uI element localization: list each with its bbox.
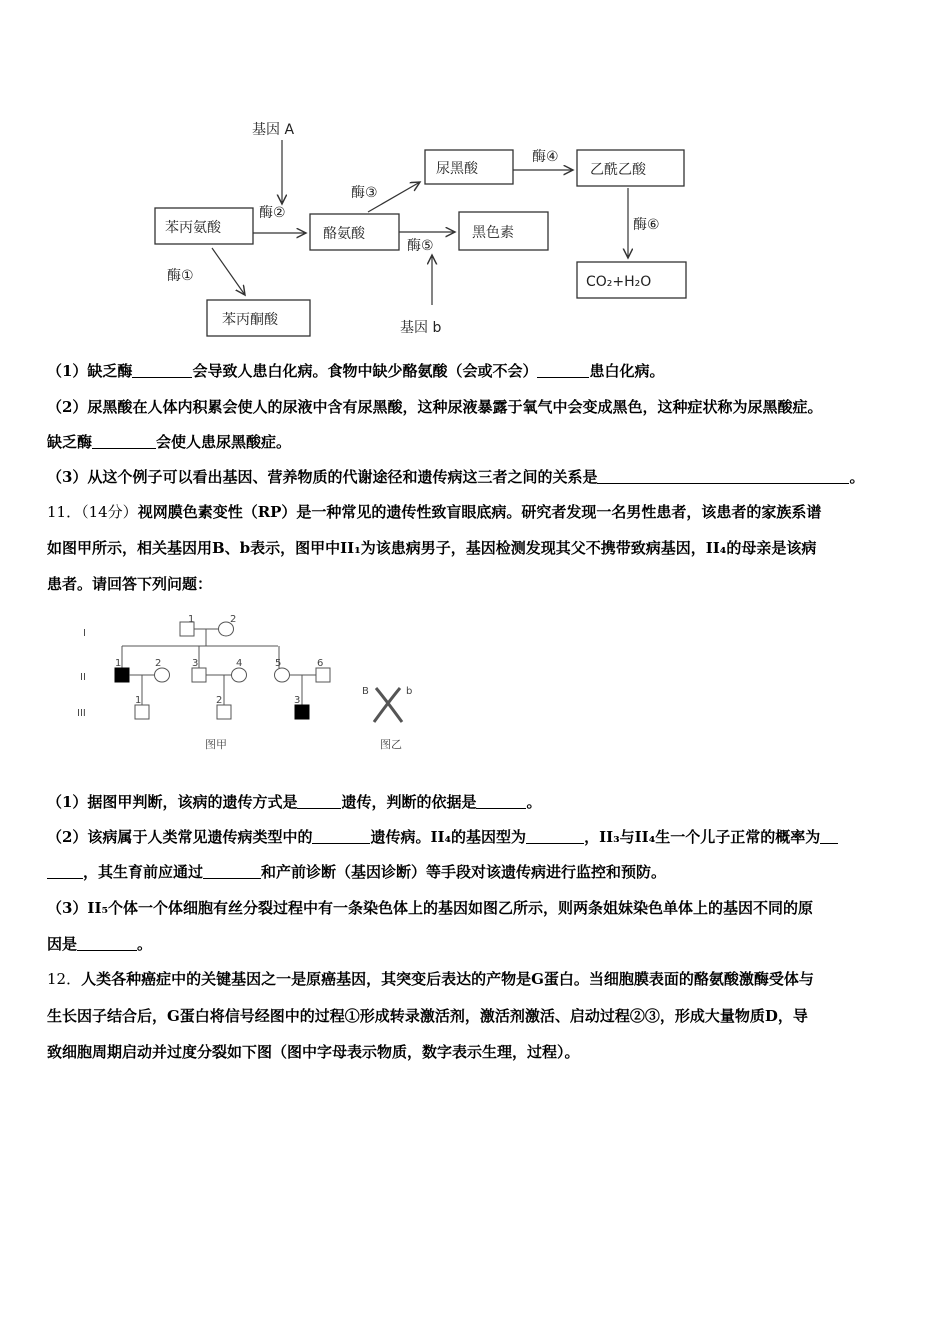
gen-label-III: III [77,708,86,719]
q12-line1 [47,969,907,989]
III3-male-affected [295,705,309,719]
num-II6: 6 [317,658,324,669]
q10-line3 [47,432,907,452]
num-II1: 1 [115,658,122,669]
chrom-label-b: b [406,686,413,697]
II2-female [155,668,170,682]
q12-number: 12． [47,970,82,988]
q11-sub3-part2: 。 [137,935,153,953]
num-III3: 3 [294,695,301,706]
q10-l4-part1: （3）从这个例子可以看出基因、营养物质的代谢途径和遗传病这三者之间的关系是 [47,468,598,486]
blank[interactable] [597,469,849,484]
II5-female [275,668,290,682]
q11-sub1-part1: （1）据图甲判断，该病的遗传方式是 [47,793,298,811]
III1-male [135,705,149,719]
box-co2-h2o-label: CO₂+H₂O [586,274,652,290]
label-enzyme5: 酶⑤ [407,238,434,254]
label-gene-b: 基因 b [400,320,442,336]
q11-line2: 如图甲所示，相关基因用B、b表示，图甲中II₁为该患病男子，基因检测发现其父不携带致病基因，II₄的母亲是该病 [47,539,817,557]
II3-male [192,668,206,682]
blank[interactable] [92,434,156,449]
num-II3: 3 [192,658,199,669]
q12-text1: 人类各种癌症中的关键基因之一是原癌基因，其突变后表达的产物是G蛋白。当细胞膜表面的酪氨酸激酶受体与 [81,970,814,988]
blank[interactable] [476,794,526,809]
q11-sub3-line2 [47,934,907,954]
q11-sub3-line1: （3）II₅个体一个体细胞有丝分裂过程中有一条染色体上的基因如图乙所示，则两条姐妹染色单体上的基因不同的原 [47,899,814,917]
II1-male-affected [115,668,129,682]
q11-sub2-part3: ，II₃与II₄生一个儿子正常的概率为 [584,828,821,846]
q11-sub2-part2: 遗传病。II₄的基因型为 [370,828,527,846]
q12-line3: 致细胞周期启动并过度分裂如下图（图中字母表示物质，数字表示生理，过程）。 [47,1043,580,1061]
q11-sub1-part2: 遗传，判断的依据是 [341,793,477,811]
q10-l3-part2: 会使人患尿黑酸症。 [156,433,292,451]
chromosome [374,688,402,722]
blank[interactable] [77,936,137,951]
num-III2: 2 [216,695,223,706]
box-phenylpyruvate-label: 苯丙酮酸 [222,312,278,328]
q11-number: 11．（14分） [47,503,138,521]
III2-male [217,705,231,719]
q11-sub3-part1: 因是 [47,935,78,953]
box-tyrosine-label: 酪氨酸 [323,226,365,242]
box-phenylalanine-label: 苯丙氨酸 [165,220,221,236]
chrom-label-B: B [362,686,369,697]
blank[interactable] [537,363,589,378]
blank[interactable] [820,829,838,844]
blank[interactable] [526,829,584,844]
q11-sub1-part3: 。 [526,793,542,811]
q10-line1 [47,361,907,381]
II6-male [316,668,330,682]
blank[interactable] [312,829,370,844]
label-enzyme4: 酶④ [532,149,559,165]
num-I2: 2 [230,614,237,625]
label-enzyme3: 酶③ [351,185,378,201]
blank[interactable] [47,864,83,879]
pedigree-figure [0,600,950,760]
q11-sub1 [47,792,907,812]
q10-l1-part2: 会导致人患白化病。食物中缺少酪氨酸（会或不会） [192,362,538,380]
num-II5: 5 [275,658,282,669]
arrow-enzyme1 [212,248,245,295]
q10-line2: （2）尿黑酸在人体内积累会使人的尿液中含有尿黑酸，这种尿液暴露于氧气中会变成黑色，这种症状称为尿黑酸症。 [47,398,823,416]
label-enzyme2: 酶② [259,205,286,221]
num-III1: 1 [135,695,142,706]
q11-sub2-part5: 和产前诊断（基因诊断）等手段对该遗传病进行监控和预防。 [261,863,667,881]
blank[interactable] [132,363,192,378]
num-II4: 4 [236,658,243,669]
gen-label-II: II [80,672,86,683]
q11-line1 [47,502,907,522]
q11-sub2-line1 [47,827,907,847]
caption-fig-a: 图甲 [205,738,227,751]
blank[interactable] [297,794,341,809]
box-melanin-label: 黑色素 [472,225,514,241]
q11-sub2-line2 [47,862,907,882]
label-gene-a: 基因 A [252,122,295,138]
q10-l3-part1: 缺乏酶 [47,433,93,451]
label-enzyme1: 酶① [167,268,194,284]
num-I1: 1 [188,614,195,625]
q12-line2: 生长因子结合后，G蛋白将信号经图中的过程①形成转录激活剂，激活剂激活、启动过程②③，形成大量物质D，导 [47,1007,808,1025]
q10-l1-part3: 患白化病。 [589,362,665,380]
box-homogentisate-label: 尿黑酸 [436,161,478,177]
q11-line3: 患者。请回答下列问题： [47,575,213,593]
q11-sub2-part4: ，其生育前应通过 [83,863,204,881]
q10-l1-part1: （1）缺乏酶 [47,362,133,380]
blank[interactable] [203,864,261,879]
II4-female [232,668,247,682]
label-enzyme6: 酶⑥ [633,217,660,233]
num-II2: 2 [155,658,162,669]
q10-line4 [47,467,907,487]
q11-sub2-part1: （2）该病属于人类常见遗传病类型中的 [47,828,313,846]
gen-label-I: I [83,628,86,639]
metabolic-pathway-diagram [0,0,950,345]
q10-l4-part2: 。 [849,468,865,486]
box-maleylacetoacetate-label: 乙酰乙酸 [590,162,646,178]
caption-fig-b: 图乙 [380,738,402,751]
q11-text1: 视网膜色素变性（RP）是一种常见的遗传性致盲眼底病。研究者发现一名男性患者，该患者的家族系谱 [137,503,822,521]
